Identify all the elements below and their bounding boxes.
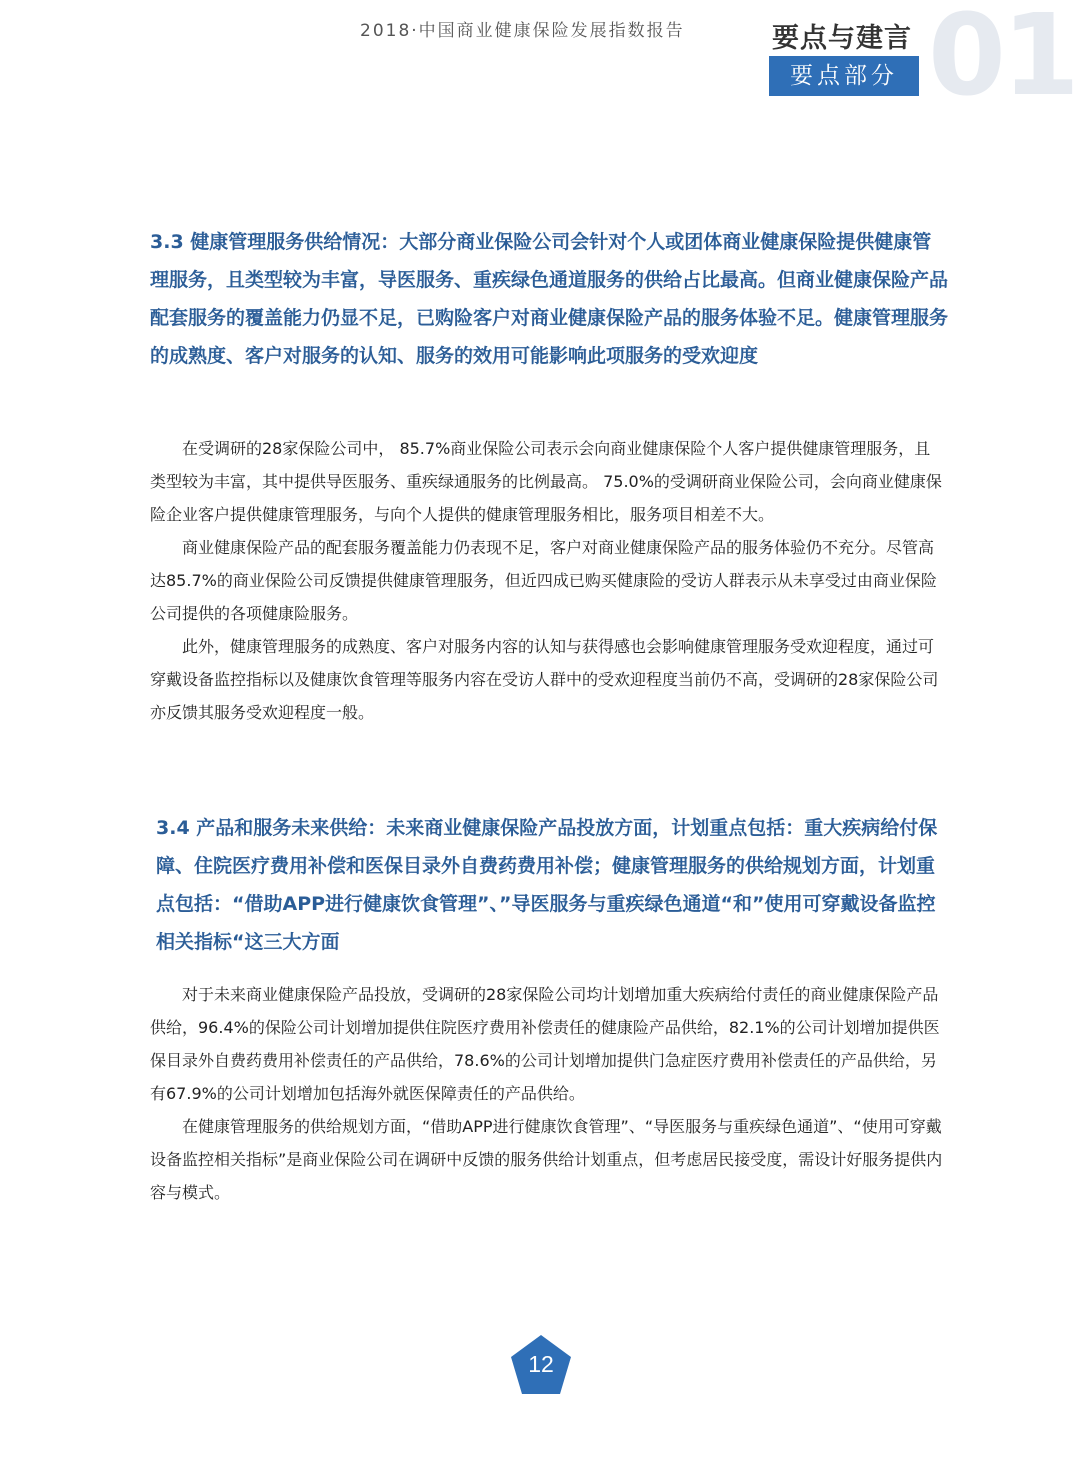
- chapter-number: 01: [928, 0, 1076, 121]
- section-sub-label: 要点部分: [769, 56, 919, 96]
- paragraph: 商业健康保险产品的配套服务覆盖能力仍表现不足，客户对商业健康保险产品的服务体验仍不充分。尽管高达85.7%的商业保险公司反馈提供健康管理服务，但近四成已购买健康险的受访人群表示从未享受过由商业保险公司提供的各项健康险服务。: [150, 538, 937, 623]
- section-3-3-heading: 3.3 健康管理服务供给情况：大部分商业保险公司会针对个人或团体商业健康保险提供健康管理服务，且类型较为丰富，导医服务、重疾绿色通道服务的供给占比最高。但商业健康保险产品配套服务的覆盖能力仍显不足，已购险客户对商业健康保险产品的服务体验不足。健康管理服务的成熟度、客户对服务的认知、服务的效用可能影响此项服务的受欢迎度: [150, 231, 949, 367]
- paragraph: 在受调研的28家保险公司中， 85.7%商业保险公司表示会向商业健康保险个人客户提供健康管理服务，且类型较为丰富，其中提供导医服务、重疾绿通服务的比例最高。 75.0%的受调研商业保险公司，会向商业健康保险企业客户提供健康管理服务，与向个人提供的健康管理服务相比，服务项目相差不大。: [150, 439, 942, 524]
- page-number: 12: [528, 1351, 554, 1377]
- paragraph: 对于未来商业健康保险产品投放，受调研的28家保险公司均计划增加重大疾病给付责任的商业健康保险产品供给，96.4%的保险公司计划增加提供住院医疗费用补偿责任的健康险产品供给，82.1%的公司计划增加提供医保目录外自费药费用补偿责任的产品供给，78.6%的公司计划增加提供门急症医疗费用补偿责任的产品供给，另有67.9%的公司计划增加包括海外就医保障责任的产品供给。: [150, 985, 940, 1103]
- paragraph: 此外，健康管理服务的成熟度、客户对服务内容的认知与获得感也会影响健康管理服务受欢迎程度，通过可穿戴设备监控指标以及健康饮食管理等服务内容在受访人群中的受欢迎程度当前仍不高，受调研的28家保险公司亦反馈其服务受欢迎程度一般。: [150, 637, 939, 722]
- section-3-4-heading: 3.4 产品和服务未来供给：未来商业健康保险产品投放方面，计划重点包括：重大疾病给付保障、住院医疗费用补偿和医保目录外自费药费用补偿；健康管理服务的供给规划方面，计划重点包括：“借助APP进行健康饮食管理”、”导医服务与重疾绿色通道“和”使用可穿戴设备监控相关指标“这三大方面: [156, 817, 938, 953]
- report-title: 2018·中国商业健康保险发展指数报告: [360, 21, 685, 41]
- paragraph: 在健康管理服务的供给规划方面，“借助APP进行健康饮食管理”、“导医服务与重疾绿色通道”、“使用可穿戴设备监控相关指标”是商业保险公司在调研中反馈的服务供给计划重点，但考虑居民接受度，需设计好服务提供内容与模式。: [150, 1117, 943, 1202]
- section-3-4-body: [150, 978, 946, 1209]
- section-heading: 要点与建言: [772, 23, 912, 54]
- section-3-3-body: [150, 432, 946, 729]
- page-number-badge: [510, 1334, 572, 1396]
